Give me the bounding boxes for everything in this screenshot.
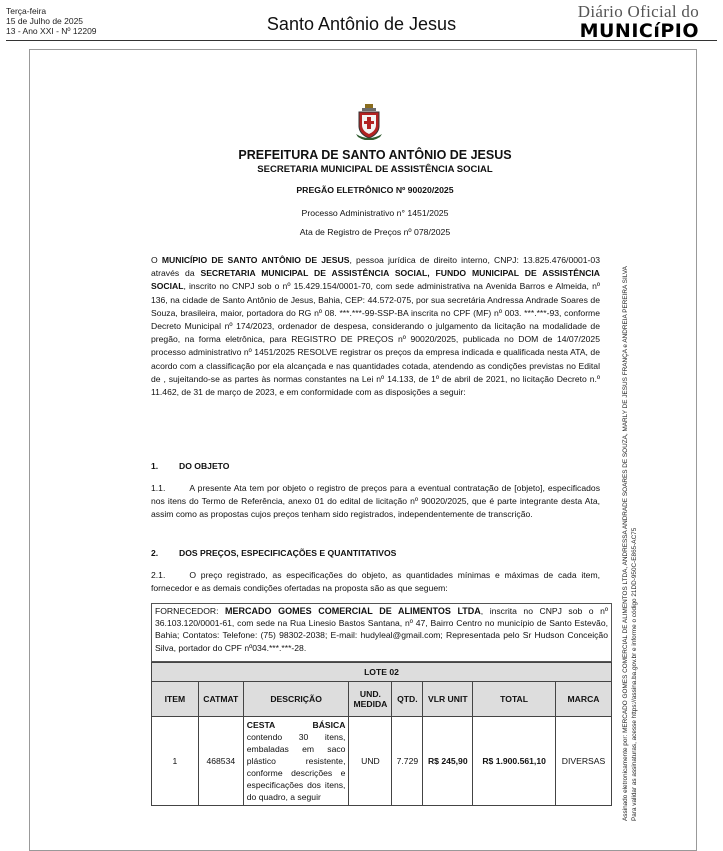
supplier-box — [151, 603, 612, 662]
cell-total: R$ 1.900.561,10 — [473, 717, 556, 806]
preamble-text: , pessoa jurídica de direito interno, CNPJ: 13.825.476/0001-03 através da — [151, 255, 600, 279]
section-number: 2. — [151, 548, 159, 558]
column-header: MARCA — [556, 682, 612, 717]
signature-line: Assinado eletronicamente por: MERCADO GOMES COMERCIAL DE ALIMENTOS LTDA, ANDRESSA ANDRADE SOARES DE SOUZA, MARLY DE JESUS FRANÇA e ANDREIA PEREIRA SILVA — [622, 266, 629, 821]
doc-subtitle: SECRETARIA MUNICIPAL DE ASSISTÊNCIA SOCIAL — [257, 164, 493, 175]
description-text: contendo 30 itens, embaladas em saco plástico resistente, conforme descrições e especificações dos itens, do quadro, a seguir — [246, 732, 346, 802]
column-header: DESCRIÇÃO — [243, 682, 349, 717]
preamble-text: O — [151, 255, 162, 265]
pregao-number: PREGÃO ELETRÔNICO Nº 90020/2025 — [296, 185, 454, 195]
cell-catmat: 468534 — [198, 717, 243, 806]
clause-text: O preço registrado, as especificações do objeto, as quantidades mínimas e máximas de cada item, fornecedor e as demais condições ofertadas na proposta são as que seguem: — [151, 570, 600, 594]
column-header: CATMAT — [198, 682, 243, 717]
column-header: VLR UNIT — [423, 682, 473, 717]
column-header: QTD. — [392, 682, 423, 717]
section-1-heading — [151, 460, 600, 473]
preamble-municipio: MUNICÍPIO DE SANTO ANTÔNIO DE JESUS — [161, 255, 350, 265]
city-name: Santo Antônio de Jesus — [266, 14, 457, 34]
supplier-details: , inscrita no CNPJ sob o nº 36.103.120/0001-61, com sede na Rua Linesio Bastos Santana, nº 47, Bairro Centro no município de Santo Estevão, Bahia; Contatos: Telefone: (75) 98302-2038; E-mail: hudyleal@gmail.com; Representada pelo Sr Hudson Conceição Silva, portador do CPF nº034.***.***-28. — [155, 606, 609, 653]
ata-number: Ata de Registro de Preços nº 078/2025 — [299, 227, 451, 237]
cell-unit: UND — [349, 717, 392, 806]
header-divider — [6, 40, 717, 41]
cell-item: 1 — [152, 717, 199, 806]
edition-date: 15 de Julho de 2025 — [6, 16, 84, 26]
doc-title: PREFEITURA DE SANTO ANTÔNIO DE JESUS — [238, 148, 512, 162]
brand-line1: Diário Oficial do — [577, 2, 699, 21]
cell-description — [243, 717, 349, 806]
processo-number: Processo Administrativo n° 1451/2025 — [301, 208, 449, 218]
cell-brand: DIVERSAS — [556, 717, 612, 806]
edition-day: Terça-feira — [6, 6, 47, 16]
clause-text: A presente Ata tem por objeto o registro de preços para a eventual contratação de [objeto], especificados nos itens do Termo de Referência, anexo 01 do edital de licitação nº 90020/2025, que é parte integrante desta Ata, assim como as propostas cujos preços tenham sido registrados, independentemente de transcrição. — [151, 483, 600, 520]
cell-unit-price: R$ 245,90 — [423, 717, 473, 806]
signature-strip — [621, 266, 639, 821]
column-header: UND. MEDIDA — [349, 682, 392, 717]
supplier-label: FORNECEDOR: — [155, 606, 226, 616]
supplier-name: MERCADO GOMES COMERCIAL DE ALIMENTOS LTDA — [225, 606, 481, 616]
clause-number: 2.1. — [151, 570, 166, 580]
price-table — [151, 662, 612, 806]
preamble-secretaria: SECRETARIA MUNICIPAL DE ASSISTÊNCIA SOCIAL, FUNDO MUNICIPAL DE ASSISTÊNCIA SOCIAL — [151, 268, 601, 292]
brand-logo — [578, 2, 699, 41]
section-1-1-paragraph — [151, 482, 600, 522]
validation-line: Para validar as assinaturas, acesse https://assina.ba.gov.br e informe o código 21DD-950C-E865-AC75 — [631, 527, 638, 821]
column-header: ITEM — [152, 682, 199, 717]
section-title: DO OBJETO — [179, 461, 230, 471]
preamble-text: , inscrito no CNPJ sob o nº 15.429.154/0001-70, com sede administrativa na Avenida Barros e Almeida, nº 136, na cidade de Santo Antônio de Jesus, Bahia, CEP: 44.572-075, por sua secretária Andressa Andrade Soares de Souza, brasileira, maior, portadora do RG nº 08. ***.***-99-SSP-BA inscrita no CPF (MF) nº 003. ***.***-93, conforme Decreto Municipal nº 174/2023, ordenador de despesa, considerando o julgamento da licitação na modalidade de pregão, na forma eletrônica, para REGISTRO DE PREÇOS nº 90020/2025, publicada no DOM de 14/07/2025 processo administrativo nº 1451/2025 RESOLVE registrar os preços da empresa indicada e qualificada nesta ATA, de acordo com a classificação por ela alcançada e nas quantidades cotada, atendendo as condições previstas no Edital de , sujeitando-se as partes às normas constantes na Lei nº 14.133, de 1º de abril de 2021, no licitação Decreto n.º 11.462, de 31 de março de 2023, e em conformidade com as disposições a seguir: — [151, 281, 600, 398]
cell-qty: 7.729 — [392, 717, 423, 806]
clause-number: 1.1. — [151, 483, 166, 493]
section-number: 1. — [151, 461, 159, 471]
column-header: TOTAL — [473, 682, 556, 717]
section-title: DOS PREÇOS, ESPECIFICAÇÕES E QUANTITATIVOS — [179, 548, 397, 558]
brand-line2: MUNICíPIO — [579, 20, 699, 42]
coat-of-arms-icon — [356, 104, 382, 145]
preamble-paragraph — [151, 254, 600, 399]
lote-label: LOTE 02 — [152, 663, 612, 682]
section-2-heading — [151, 547, 600, 560]
section-2-1-paragraph — [151, 569, 600, 595]
table-row — [152, 717, 612, 806]
description-title: CESTA BÁSICA — [246, 720, 346, 730]
edition-number: 13 - Ano XXI - Nº 12209 — [6, 26, 97, 36]
